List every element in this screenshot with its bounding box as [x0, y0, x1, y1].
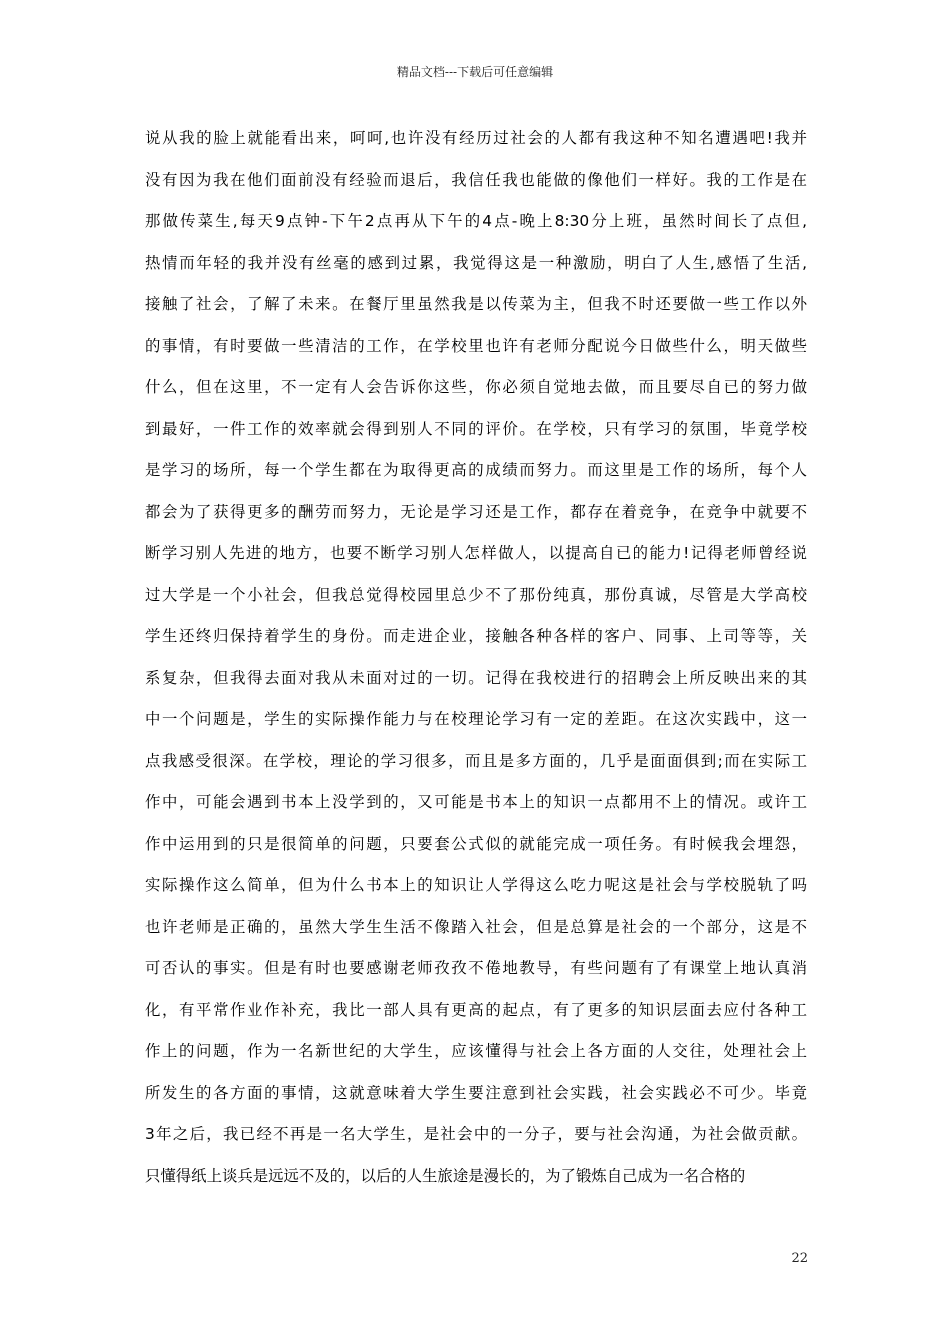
text-line: 中一个问题是，学生的实际操作能力与在校理论学习有一定的差距。在这次实践中，这一	[145, 710, 807, 728]
text-line: 没有因为我在他们面前没有经验而退后，我信任我也能做的像他们一样好。我的工作是在	[145, 170, 807, 189]
text-line: 作中，可能会遇到书本上没学到的，又可能是书本上的知识一点都用不上的情况。或许工	[145, 793, 807, 811]
page-number: 22	[791, 1251, 808, 1266]
text-line: 过大学是一个小社会，但我总觉得校园里总少不了那份纯真，那份真诚，尽管是大学高校	[145, 585, 807, 604]
text-line: 热情而年轻的我并没有丝毫的感到过累，我觉得这是一种激励，明白了人生,感悟了生活,	[145, 253, 807, 272]
text-line: 也许老师是正确的，虽然大学生生活不像踏入社会，但是总算是社会的一个部分，这是不	[145, 917, 807, 936]
text-line: 点我感受很深。在学校，理论的学习很多，而且是多方面的，几乎是面面俱到;而在实际工	[145, 751, 807, 770]
text-line: 3年之后，我已经不再是一名大学生，是社会中的一分子，要与社会沟通，为社会做贡献。	[145, 1125, 807, 1143]
text-line: 接触了社会，了解了未来。在餐厅里虽然我是以传菜为主，但我不时还要做一些工作以外	[145, 295, 807, 313]
body-text	[145, 118, 807, 1197]
text-line: 系复杂，但我得去面对我从未面对过的一切。记得在我校进行的招聘会上所反映出来的其	[145, 668, 807, 687]
text-line: 作上的问题，作为一名新世纪的大学生，应该懂得与社会上各方面的人交往，处理社会上	[145, 1042, 807, 1060]
text-line: 可否认的事实。但是有时也要感谢老师孜孜不倦地教导，有些问题有了有课堂上地认真消	[145, 959, 807, 977]
text-line: 什么，但在这里，不一定有人会告诉你这些，你必须自觉地去做，而且要尽自已的努力做	[145, 378, 807, 396]
text-line: 的事情，有时要做一些清洁的工作，在学校里也许有老师分配说今日做些什么，明天做些	[145, 336, 807, 355]
text-line: 是学习的场所，每一个学生都在为取得更高的成绩而努力。而这里是工作的场所，每个人	[145, 461, 807, 479]
text-line: 那做传菜生,每天9点钟-下午2点再从下午的4点-晚上8:30分上班，虽然时间长了点但,	[145, 212, 807, 230]
text-line: 断学习别人先进的地方，也要不断学习别人怎样做人，以提高自已的能力!记得老师曾经说	[145, 544, 807, 562]
text-line: 所发生的各方面的事情，这就意味着大学生要注意到社会实践，社会实践必不可少。毕竟	[145, 1083, 807, 1102]
text-line: 只懂得纸上谈兵是远远不及的，以后的人生旅途是漫长的，为了锻炼自己成为一名合格的	[145, 1166, 746, 1185]
text-line: 实际操作这么简单，但为什么书本上的知识让人学得这么吃力呢这是社会与学校脱轨了吗	[145, 876, 807, 894]
text-line: 学生还终归保持着学生的身份。而走进企业，接触各种各样的客户、同事、上司等等，关	[145, 627, 807, 645]
text-line: 都会为了获得更多的酬劳而努力，无论是学习还是工作，都存在着竞争，在竞争中就要不	[145, 502, 807, 521]
text-line: 到最好，一件工作的效率就会得到别人不同的评价。在学校，只有学习的氛围，毕竟学校	[145, 419, 807, 438]
text-line: 说从我的脸上就能看出来，呵呵,也许没有经历过社会的人都有我这种不知名遭遇吧!我并	[145, 129, 807, 147]
text-line: 作中运用到的只是很简单的问题，只要套公式似的就能完成一项任务。有时候我会埋怨，	[145, 834, 807, 853]
page-header: 精品文档---下载后可任意编辑	[396, 65, 554, 79]
text-line: 化，有平常作业作补充，我比一部人具有更高的起点，有了更多的知识层面去应付各种工	[145, 1000, 807, 1019]
